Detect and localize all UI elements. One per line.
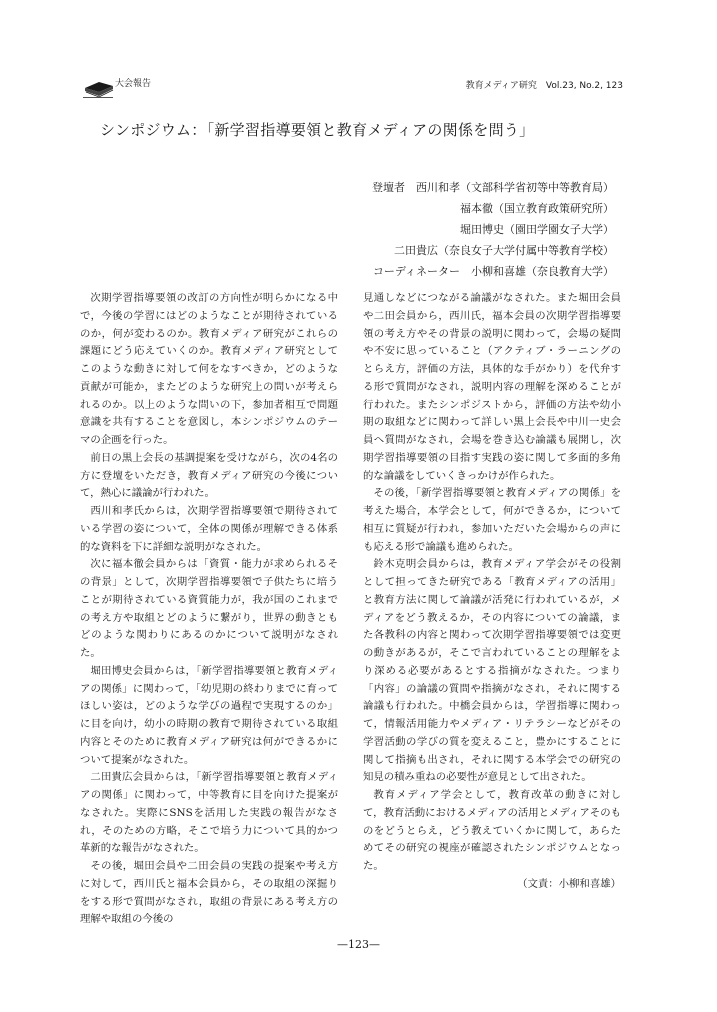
author-line: 福本徹（国立教育政策研究所） [460,202,614,215]
paragraph: 鈴木克明会員からは，教育メディア学会がその役割として担ってきた研究である「教育メディアの活用」と教育方法に関して論議が活発に行われているが，メディアをどう教えるか，その内容についての論議，また各教科の内容と関わって次期学習指導要領では変更の動きがあるが，そこで言われていることの理解をより深める必要があるとする指摘がなされた。つまり「内容」の論議の質問や指摘がなされ，それに関する論議も行われた。中橋会員からは，学習指導に関わって，情報活用能力やメディア・リテラシーなどがその学習活動の学びの質を変えること，豊かにすることに関して指摘も出され，それに関する本学会での研究の知見の積み重ねの必要性が意見として出された。 [363,558,621,784]
body-text [80,290,621,926]
journal-info: 教育メディア研究 Vol.23, No.2, 123 [465,81,623,91]
author-list [372,177,614,282]
paragraph: 教育メディア学会として，教育改革の動きに対して，教育活動におけるメディアの活用とメディアそのものをどうとらえ，どう教えていくかに関して，あらためてその研究の視座が確認されたシンポジウムとなった。 [363,789,621,872]
paragraph: 堀田博史会員からは，「新学習指導要領と教育メディアの関係」に関わって，「幼児期の終わりまでに育ってほしい姿は，どのような学びの過程で実現するのか」に目を向け，幼小の時期の教育で期待されている取組内容とそのために教育メディア研究は何ができるかについて提案がなされた。 [80,664,338,766]
section-label: 大会報告 [115,79,152,89]
author-line: 登壇者 西川和孝（文部科学省初等中等教育局） [372,181,614,194]
author-signature: （文責：小柳和喜雄） [517,877,621,890]
section-header [83,78,163,100]
paragraph: 見通しなどにつながる論議がなされた。また堀田会員や二田会員から，西川氏，福本会員の次期学習指導要領の考え方やその背景の説明に関わって，会場の疑問や不安に思っていること（アクティブ・ラーニングのとらえ方，評価の方法，具体的な手がかり）を代弁する形で質問がなされ，説明内容の理解を深めることが行われた。またシンポジストから，評価の方法や幼小期の取組などに関わって詳しい黒上会長や中川一史会員へ質問がなされ，会場を巻き込む論議も展開し，次期学習指導要領の目指す実践の姿に関して多面的多角的な論議をしていくきっかけが作られた。 [363,292,621,482]
right-column [363,290,621,894]
author-line: 堀田博史（園田学園女子大学） [460,223,614,236]
page-number: —123— [337,938,380,951]
coordinator-line: コーディネーター 小柳和喜雄（奈良教育大学） [372,265,614,278]
paragraph: その後，堀田会員や二田会員の実践の提案や考え方に対して，西川氏と福本会員から，その取組の深掘りをする形で質問がなされ，取組の背景にある考え方の理解や取組の今後の [80,860,338,926]
paragraph: 西川和孝氏からは，次期学習指導要領で期待されている学習の姿について，全体の関係が理解できる体系的な資料を下に詳細な説明がなされた。 [80,505,338,553]
paragraph: 二田貴広会員からは，「新学習指導要領と教育メディアの関係」に関わって，中等教育に目を向けた提案がなされた。実際にSNSを活用した実践の報告がなされ，そのための方略，そこで培う力について具的かつ革新的な報告がなされた。 [80,771,338,855]
paragraph: 前日の黒上会長の基調提案を受けながら，次の4名の方に登壇をいただき，教育メディア研究の今後について，熱心に議論が行われた。 [80,451,338,500]
paragraph: 次期学習指導要領の改訂の方向性が明らかになる中で，今後の学習にはどのようなことが期待されているのか，何が変わるのか。教育メディア研究がこれらの課題にどう応えていくのか。教育メディア研究としてこのような動きに対して何をなすべきか，どのような貢献が可能か，またどのような研究上の問いが考えられるのか。以上のような問いの下，参加者相互で問題意識を共有することを意図し，本シンポジウムのテーマの企画を行った。 [80,292,338,446]
left-column [80,290,338,929]
author-line: 二田貴広（奈良女子大学付属中等教育学校） [394,244,614,257]
article-title: シンポジウム：「新学習指導要領と教育メディアの関係を問う」 [100,121,535,139]
paragraph: 次に福本徹会員からは「資質・能力が求められるその背景」として，次期学習指導要領で子供たちに培うことが期待されている資質能力が，我が国のこれまでの考え方や取組とどのように繋がり，世界の動きともどのような関わりにあるのかについて説明がなされた。 [80,558,338,659]
paragraph: その後，「新学習指導要領と教育メディアの関係」を考えた場合，本学会として，何ができるか，について相互に質疑が行われ，参加いただいた会場からの声にも応える形で論議も進められた。 [363,487,621,553]
